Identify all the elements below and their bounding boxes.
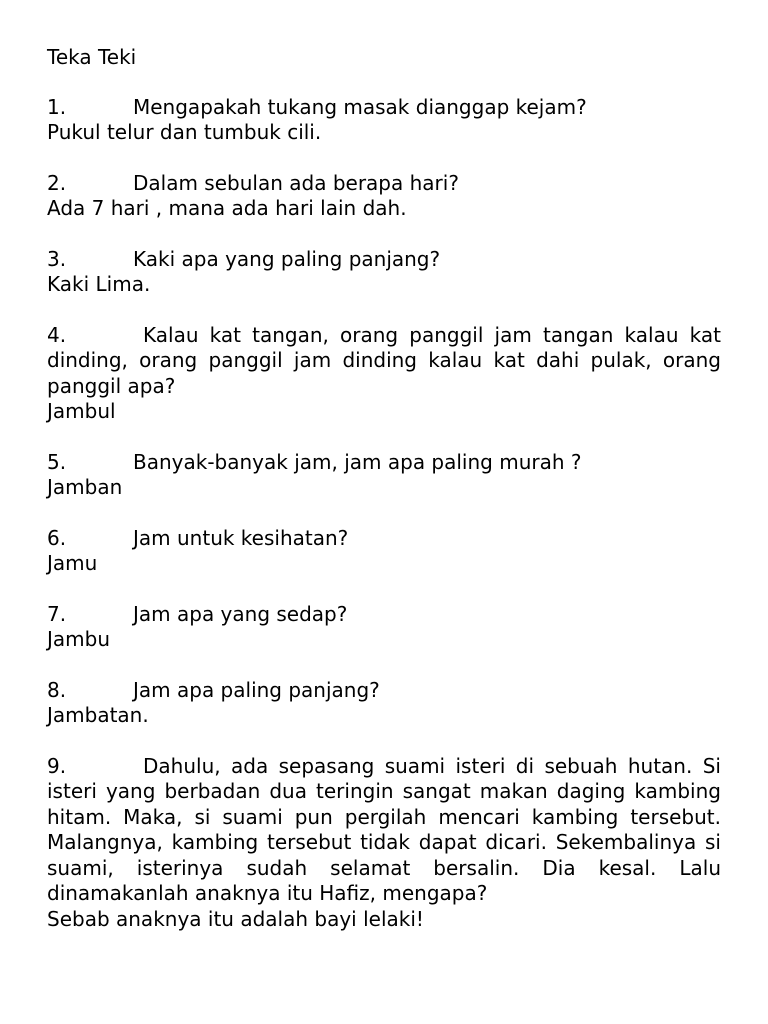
riddle-question-text: Jam apa yang sedap? <box>133 601 348 626</box>
riddle-8 <box>47 678 721 729</box>
riddle-answer: Jambu <box>47 627 111 651</box>
riddle-answer: Jamu <box>47 551 98 575</box>
riddle-number: 7. <box>47 601 67 626</box>
riddle-number: 2. <box>47 170 67 195</box>
riddle-number: 9. <box>47 753 67 778</box>
riddle-question <box>47 171 721 197</box>
riddle-number: 1. <box>47 94 67 119</box>
riddle-question <box>47 247 721 273</box>
riddle-question <box>47 602 721 628</box>
riddle-number: 6. <box>47 525 67 550</box>
riddle-question-text: Jam apa paling panjang? <box>133 677 380 702</box>
riddle-answer: Jamban <box>47 475 123 499</box>
riddle-question <box>47 754 721 907</box>
document-page <box>47 45 721 957</box>
riddle-7 <box>47 602 721 653</box>
riddle-answer: Pukul telur dan tumbuk cili. <box>47 120 322 144</box>
riddle-question-text: Mengapakah tukang masak dianggap kejam? <box>133 94 587 119</box>
riddle-question-text: Kalau kat tangan, orang panggil jam tangan kalau kat dinding, orang panggil jam dinding kalau kat dahi pulak, orang panggil apa? <box>47 322 721 398</box>
riddle-question-text: Dahulu, ada sepasang suami isteri di sebuah hutan. Si isteri yang berbadan dua teringin sangat makan daging kambing hitam. Maka, si suami pun pergilah mencari kambing tersebut. Malangnya, kambing tersebut tidak dapat dicari. Sekembalinya si suami, isterinya sudah selamat bersalin. Dia kesal. Lalu dinamakanlah anaknya itu Hafiz, mengapa? <box>47 753 721 905</box>
riddle-4 <box>47 323 721 425</box>
riddle-number: 4. <box>47 322 67 347</box>
riddle-5 <box>47 450 721 501</box>
riddle-number: 8. <box>47 677 67 702</box>
riddle-question-text: Jam untuk kesihatan? <box>133 525 349 550</box>
riddle-question-text: Kaki apa yang paling panjang? <box>133 246 441 271</box>
riddle-number: 5. <box>47 449 67 474</box>
riddle-question <box>47 450 721 476</box>
riddle-question <box>47 678 721 704</box>
riddle-question-text: Dalam sebulan ada berapa hari? <box>133 170 459 195</box>
riddle-question-text: Banyak-banyak jam, jam apa paling murah ? <box>133 449 582 474</box>
riddle-answer: Kaki Lima. <box>47 272 151 296</box>
riddle-number: 3. <box>47 246 67 271</box>
document-title: Teka Teki <box>47 45 137 69</box>
riddle-answer: Ada 7 hari , mana ada hari lain dah. <box>47 196 407 220</box>
riddle-question <box>47 95 721 121</box>
riddle-3 <box>47 247 721 298</box>
riddle-1 <box>47 95 721 146</box>
riddle-question <box>47 323 721 400</box>
riddle-6 <box>47 526 721 577</box>
riddle-answer: Jambul <box>47 399 116 423</box>
riddle-answer: Jambatan. <box>47 703 149 727</box>
riddle-question <box>47 526 721 552</box>
riddle-answer: Sebab anaknya itu adalah bayi lelaki! <box>47 906 424 931</box>
riddle-9 <box>47 754 721 933</box>
riddle-2 <box>47 171 721 222</box>
